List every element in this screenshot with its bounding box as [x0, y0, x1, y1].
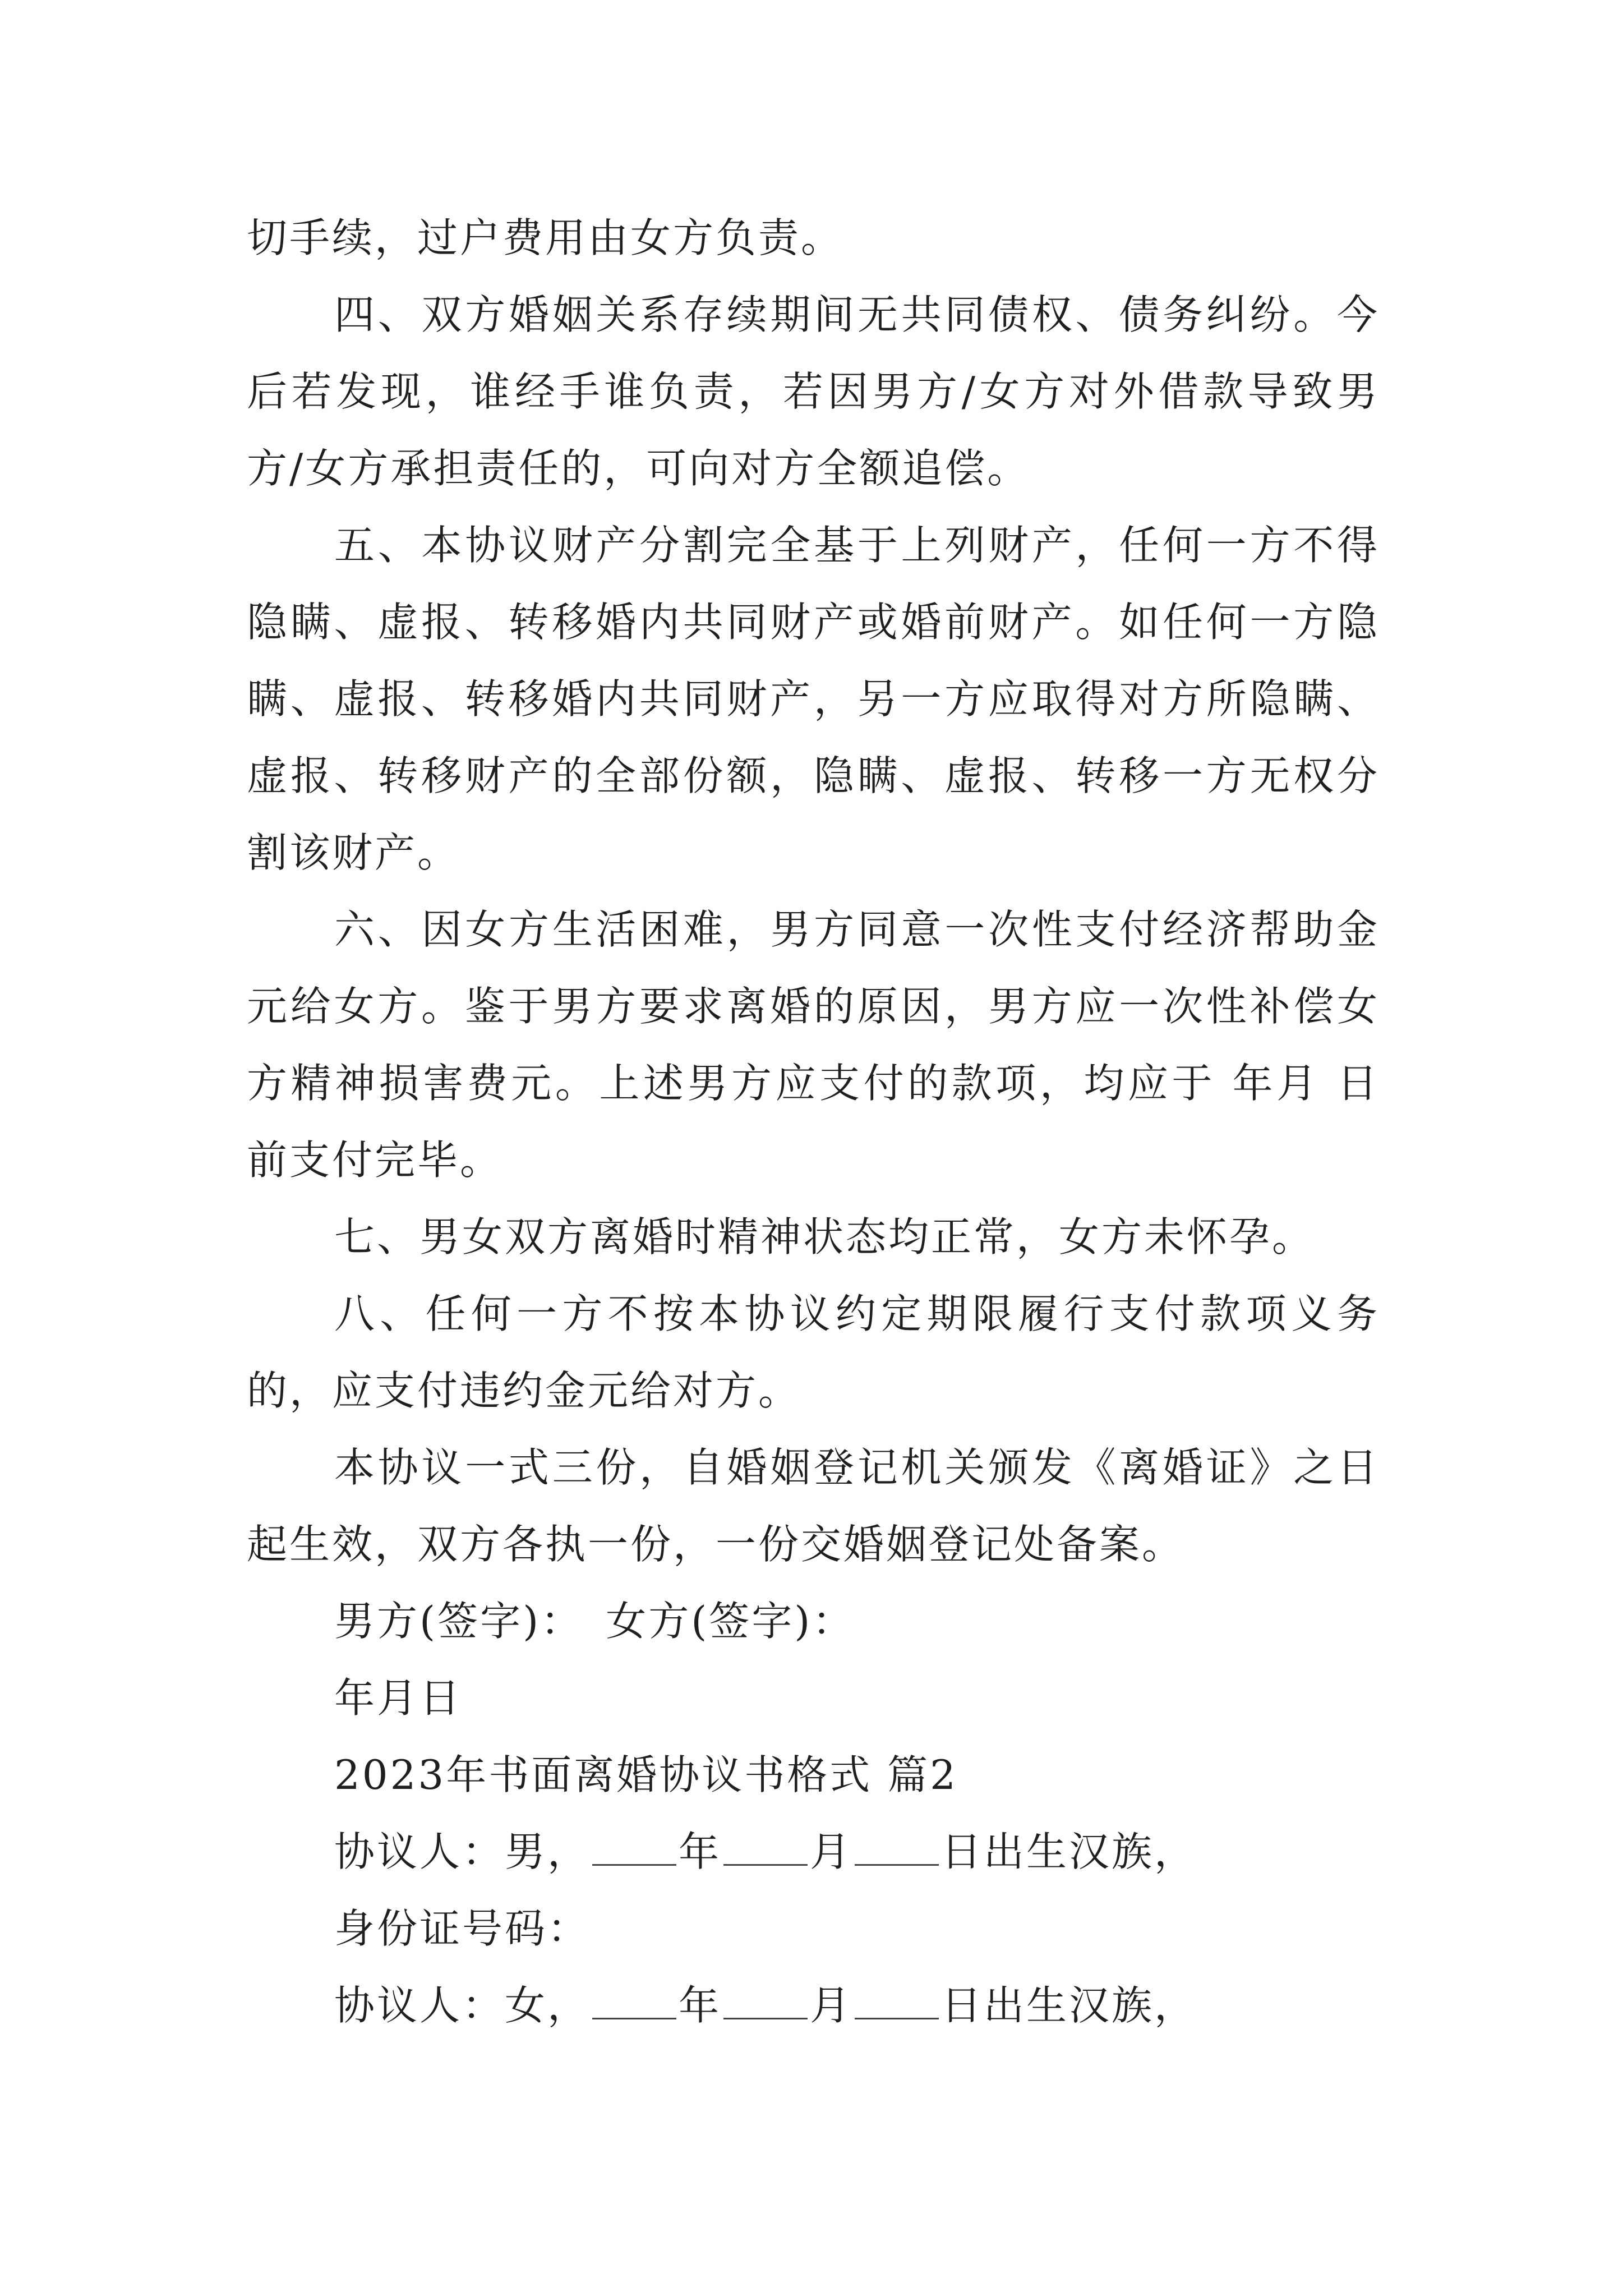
- blank-underline: [723, 1830, 808, 1866]
- party-female-year: 年: [679, 1982, 722, 2029]
- party-female-suffix: 日出生汉族，: [941, 1982, 1197, 2029]
- paragraph-article-6: 六、因女方生活困难，男方同意一次性支付经济帮助金元给女方。鉴于男方要求离婚的原因，男方应一次性补偿女方精神损害费元。上述男方应支付的款项，均应于 年月 日前支付完毕。: [247, 906, 1380, 1184]
- section-title: 2023年书面离婚协议书格式 篇2: [334, 1751, 958, 1798]
- blank-underline: [592, 1830, 676, 1866]
- blank-underline: [592, 1984, 676, 2019]
- blank-underline: [855, 1984, 939, 2019]
- document-body: [247, 200, 1380, 2044]
- party-male-year: 年: [679, 1828, 722, 1875]
- party-female-prefix: 协议人：女，: [334, 1982, 591, 2029]
- paragraph-article-8: 八、任何一方不按本协议约定期限履行支付款项义务的，应支付违约金元给对方。: [247, 1290, 1380, 1414]
- female-signature-label: 女方(签字)：: [606, 1598, 855, 1645]
- male-signature-label: 男方(签字)：: [334, 1598, 584, 1645]
- paragraph-effectiveness: 本协议一式三份，自婚姻登记机关颁发《离婚证》之日起生效，双方各执一份，一份交婚姻登记处备案。: [247, 1444, 1380, 1568]
- id-number-label: 身份证号码：: [334, 1905, 591, 1952]
- blank-underline: [855, 1830, 939, 1866]
- party-male-suffix: 日出生汉族，: [941, 1828, 1197, 1875]
- date-line: 年月日: [334, 1674, 463, 1722]
- paragraph-transfer-fee: 切手续，过户费用由女方负责。: [247, 214, 844, 261]
- paragraph-article-5: 五、本协议财产分割完全基于上列财产，任何一方不得隐瞒、虚报、转移婚内共同财产或婚前财产。如任何一方隐瞒、虚报、转移婚内共同财产，另一方应取得对方所隐瞒、虚报、转移财产的全部份额，隐瞒、虚报、转移一方无权分割该财产。: [247, 522, 1380, 876]
- party-male-month: 月: [810, 1828, 853, 1875]
- party-male-prefix: 协议人：男，: [334, 1828, 591, 1875]
- paragraph-article-4: 四、双方婚姻关系存续期间无共同债权、债务纠纷。今后若发现，谁经手谁负责，若因男方/女方对外借款导致男方/女方承担责任的，可向对方全额追偿。: [247, 291, 1380, 492]
- party-male-line: [247, 1814, 1380, 1890]
- blank-underline: [723, 1984, 808, 2019]
- signature-line: [247, 1583, 1380, 1660]
- party-female-line: [247, 1967, 1380, 2044]
- paragraph-article-7: 七、男女双方离婚时精神状态均正常，女方未怀孕。: [334, 1213, 1315, 1260]
- party-female-month: 月: [810, 1982, 853, 2029]
